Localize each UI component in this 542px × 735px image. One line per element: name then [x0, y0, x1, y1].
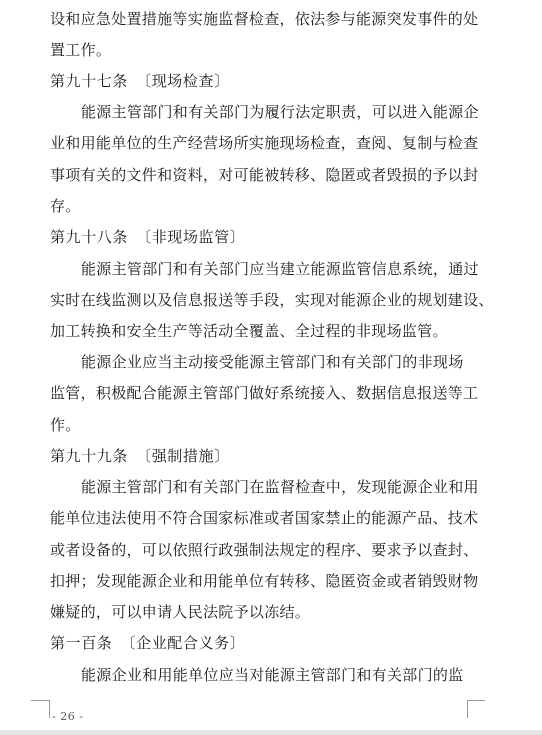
body-text-line: 实时在线监测以及信息报送等手段，实现对能源企业的规划建设、	[50, 291, 494, 309]
crop-mark-left-vertical	[31, 700, 50, 718]
page-number: - 26 -	[52, 710, 84, 723]
body-text-line: 能源主管部门和有关部门在监督检查中，发现能源企业和用	[81, 478, 479, 496]
body-text-line: 嫌疑的，可以申请人民法院予以冻结。	[50, 603, 311, 621]
article-heading-100: 第一百条 〔企业配合义务〕	[50, 634, 246, 652]
body-text-line: 能单位违法使用不符合国家标准或者国家禁止的能源产品、技术	[50, 509, 479, 527]
article-heading-99: 第九十九条 〔强制措施〕	[50, 447, 230, 465]
body-text-line: 能源主管部门和有关部门应当建立能源监管信息系统，通过	[81, 260, 479, 278]
body-text-line: 作。	[50, 416, 81, 434]
crop-mark-right-vertical	[467, 700, 486, 718]
body-text-line: 能源企业和用能单位应当对能源主管部门和有关部门的监	[81, 666, 464, 684]
article-heading-97: 第九十七条 〔现场检查〕	[50, 72, 230, 90]
body-text-line: 监管，积极配合能源主管部门做好系统接入、数据信息报送等工	[50, 384, 479, 402]
page-bottom-edge	[0, 730, 542, 735]
body-text-line: 业和用能单位的生产经营场所实施现场检查，查阅、复制与检查	[50, 134, 479, 152]
body-text-line: 扣押；发现能源企业和用能单位有转移、隐匿资金或者销毁财物	[50, 572, 479, 590]
body-text-line: 置工作。	[50, 41, 112, 59]
body-text-line: 或者设备的，可以依照行政强制法规定的程序、要求予以查封、	[50, 541, 479, 559]
body-text-line: 能源企业应当主动接受能源主管部门和有关部门的非现场	[81, 353, 464, 371]
body-text-line: 存。	[50, 197, 81, 215]
body-text-line: 设和应急处置措施等实施监督检查，依法参与能源突发事件的处	[50, 10, 479, 28]
body-text-line: 加工转换和安全生产等活动全覆盖、全过程的非现场监管。	[50, 322, 448, 340]
body-text-line: 能源主管部门和有关部门为履行法定职责，可以进入能源企	[81, 103, 479, 121]
crop-mark-right	[467, 700, 485, 701]
article-heading-98: 第九十八条 〔非现场监管〕	[50, 228, 246, 246]
body-text-line: 事项有关的文件和资料，对可能被转移、隐匿或者毁损的予以封	[50, 166, 479, 184]
